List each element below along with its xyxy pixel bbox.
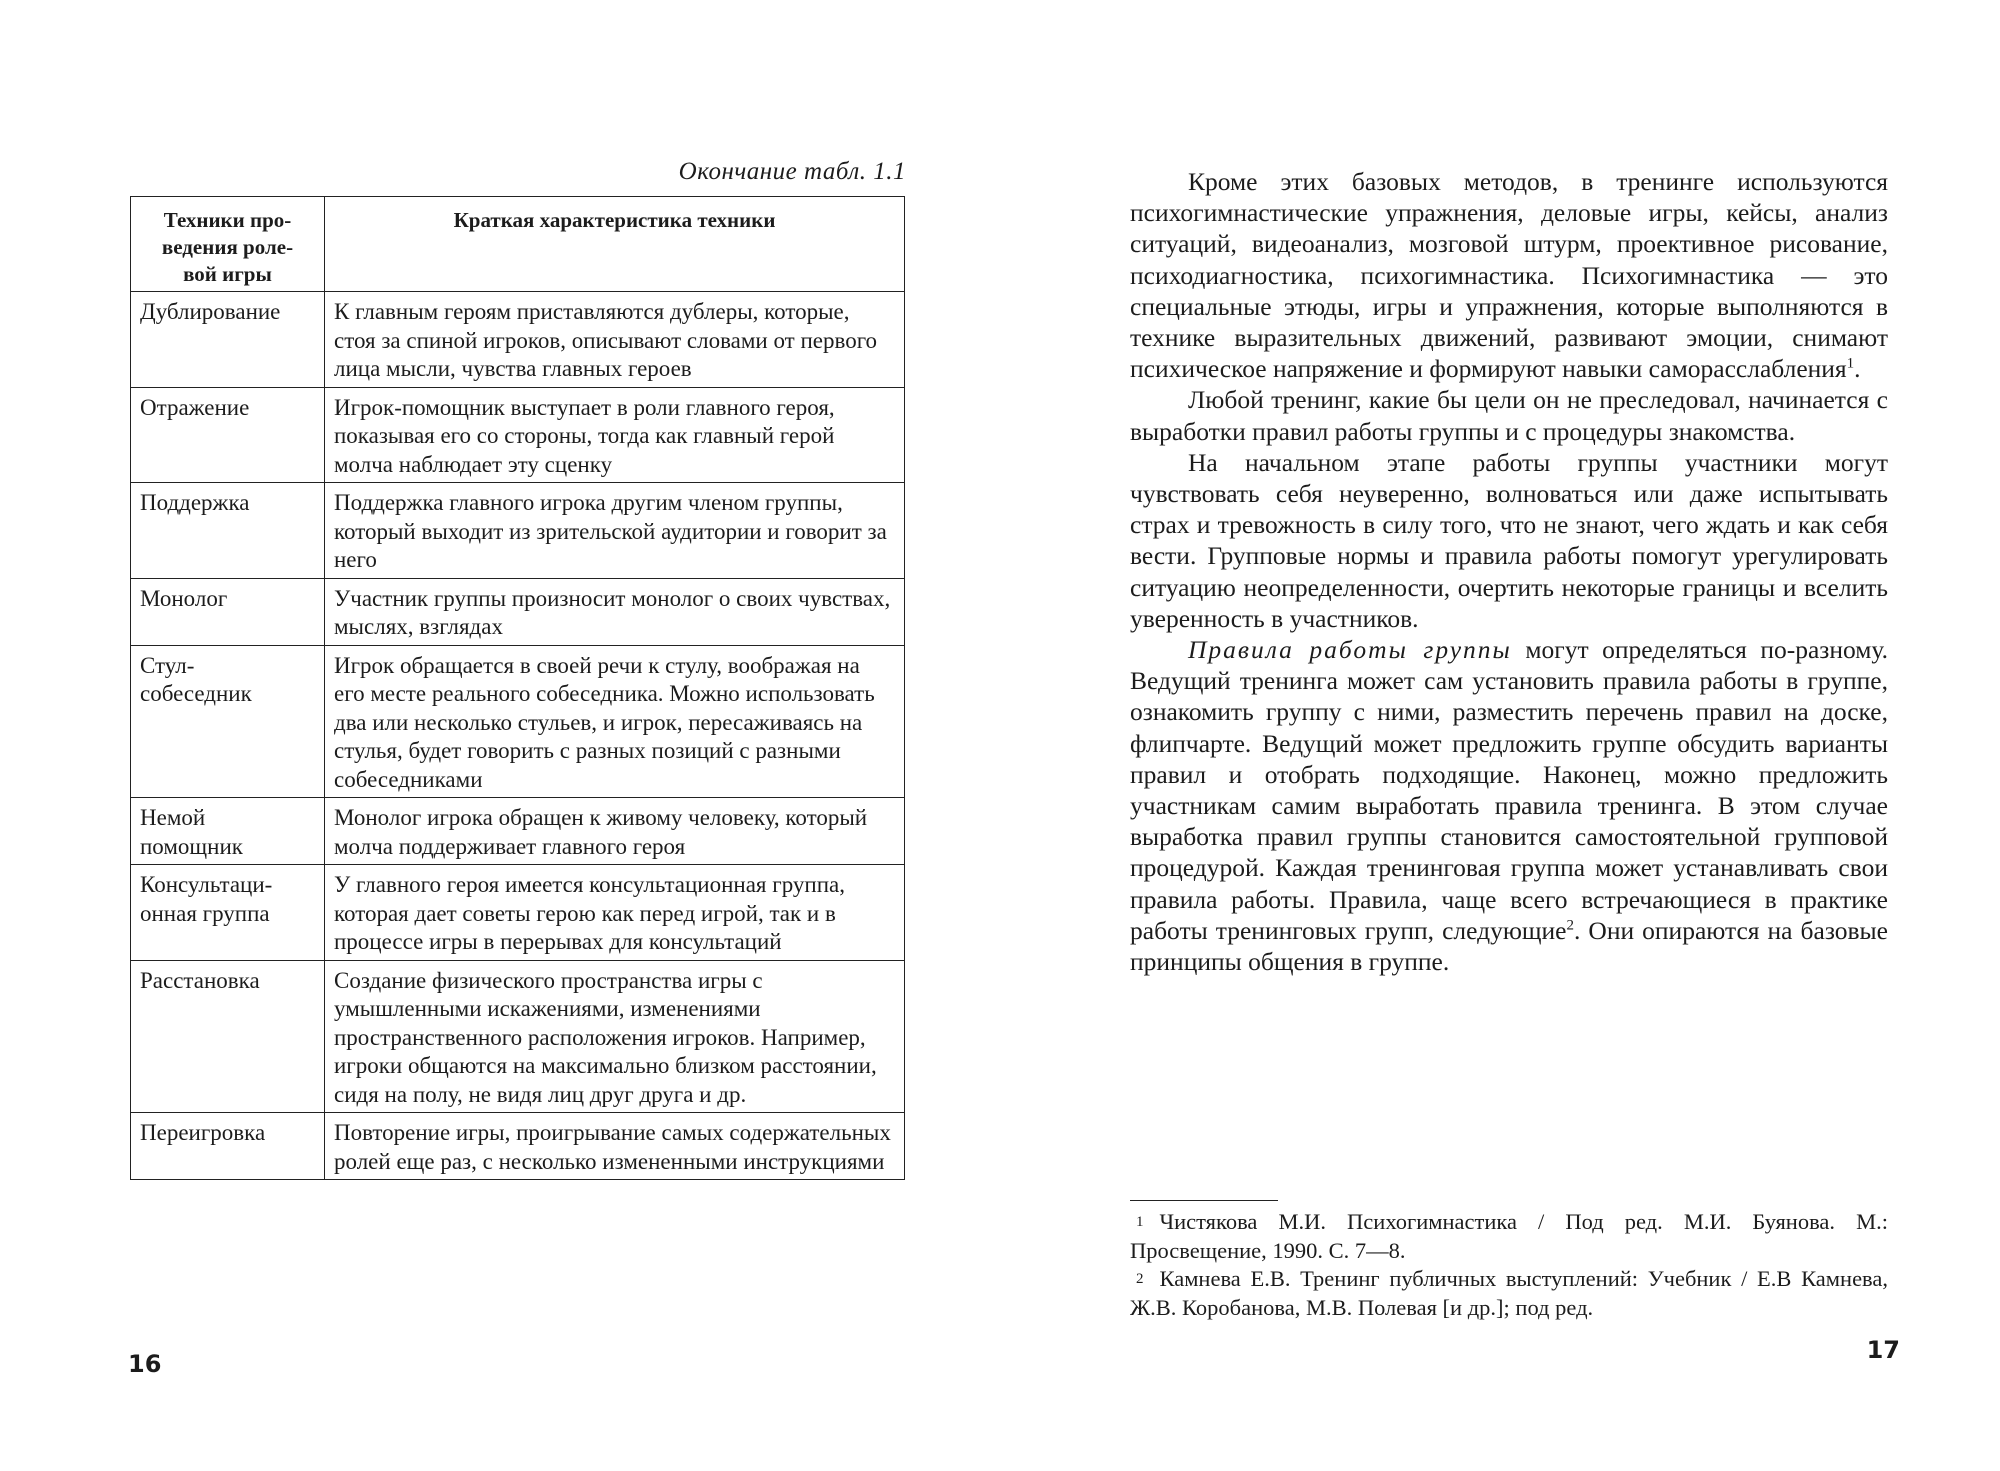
technique-name: Отражение bbox=[131, 387, 325, 483]
technique-description: Повторение игры, проигрывание самых содержательных ролей еще раз, с несколько измененными инструкциями bbox=[325, 1113, 905, 1180]
table-row bbox=[131, 387, 905, 483]
technique-description: Игрок обращается в своей речи к стулу, воображая на его месте реального собеседника. Можно использовать два или несколько стульев, и игрок, пересаживаясь на стулья, будет говорить с разных позиций с разными собеседниками bbox=[325, 645, 905, 798]
page-number-right: 17 bbox=[1866, 1336, 1900, 1364]
technique-description: Монолог игрока обращен к живому человеку, который молча поддерживает главного героя bbox=[325, 798, 905, 865]
paragraph-4-text-b: . Они опираются на базовые принципы общения в группе. bbox=[1130, 915, 1888, 977]
footnote-ref-1[interactable]: 1 bbox=[1846, 355, 1855, 372]
technique-name: Стул- собеседник bbox=[131, 645, 325, 798]
technique-description: К главным героям приставляются дублеры, которые, стоя за спиной игроков, описывают словами от первого лица мысли, чувства главных героев bbox=[325, 292, 905, 388]
paragraph-3: На начальном этапе работы группы участники могут чувствовать себя неуверенно, волноваться или даже испытывать страх и тревожность в силу того, что не знают, чего ждать и как себя вести. Групповые нормы и правила работы помогут урегулировать ситуацию неопределенности, очертить некоторые границы и вселить уверенность в участников. bbox=[1130, 447, 1888, 633]
table-caption: Окончание табл. 1.1 bbox=[678, 158, 906, 185]
table-header-row bbox=[131, 197, 905, 292]
footnote-2 bbox=[1130, 1265, 1888, 1322]
table-row bbox=[131, 483, 905, 579]
paragraph-1: Кроме этих базовых методов, в тренинге используются психогимнастические упражнения, деловые игры, кейсы, анализ ситуаций, видеоанализ, мозговой штурм, проективное рисование, психодиагностика, психогимнастика. Психогимнастика — это специальные этюды, игры и упражнения, которые выполняются в технике выразительных движений, развивают эмоции, снимают психическое напряжение и формируют навыки саморасслабления$^1$. bbox=[1130, 167, 1888, 384]
rules-term: Правила работы группы bbox=[1188, 635, 1512, 665]
table-row bbox=[131, 960, 905, 1113]
techniques-table bbox=[130, 196, 905, 1180]
page-number-left: 16 bbox=[128, 1350, 162, 1378]
technique-description: Поддержка главного игрока другим членом группы, который выходит из зрительской аудитории и говорит за него bbox=[325, 483, 905, 579]
footnote-1-mark: 1 bbox=[1136, 1214, 1144, 1230]
footnote-1-text: Чистякова М.И. Психогимнастика / Под ред. М.И. Буянова. М.: Просвещение, 1990. С. 7—8. bbox=[1130, 1209, 1888, 1263]
technique-name: Немой помощник bbox=[131, 798, 325, 865]
header-technique: Техники про- ведения роле- вой игры bbox=[131, 197, 325, 292]
footnotes bbox=[1130, 1208, 1888, 1322]
technique-name: Монолог bbox=[131, 578, 325, 645]
table-row bbox=[131, 865, 905, 961]
footnote-ref-2[interactable]: 2 bbox=[1566, 917, 1574, 934]
technique-name: Поддержка bbox=[131, 483, 325, 579]
paragraph-1-text: Кроме этих базовых методов, в тренинге используются психогимнастические упражнения, деловые игры, кейсы, анализ ситуаций, видеоанализ, мозговой штурм, проективное рисование, психодиагностика, психогимнастика. Психогимнастика — это специальные этюды, игры и упражнения, которые выполняются в технике выразительных движений, развивают эмоции, снимают психическое напряжение и формируют навыки саморасслабления bbox=[1130, 167, 1888, 384]
technique-description: Создание физического пространства игры с умышленными искажениями, изменениями пространственного расположения игроков. Например, игроки общаются на максимально близком расстоянии, сидя на полу, не видя лиц друг друга и др. bbox=[325, 960, 905, 1113]
footnote-1 bbox=[1130, 1208, 1888, 1265]
paragraph-4-text-a: могут определяться по-разному. Ведущий тренинга может сам установить правила работы в группе, ознакомить группу с ними, разместить перечень правил на доске, флипчарте. Ведущий может предложить группе обсудить варианты правил и отобрать подходящие. Наконец, можно предложить участникам самим выработать правила тренинга. В этом случае выработка правил группы становится самостоятельной групповой процедурой. Каждая тренинговая группа может устанавливать свои правила работы. Правила, чаще всего встречающиеся в практике работы тренинговых групп, следующие bbox=[1130, 635, 1888, 945]
table-row bbox=[131, 578, 905, 645]
technique-description: Участник группы произносит монолог о своих чувствах, мыслях, взглядах bbox=[325, 578, 905, 645]
technique-description: Игрок-помощник выступает в роли главного героя, показывая его со стороны, тогда как главный герой молча наблюдает эту сценку bbox=[325, 387, 905, 483]
technique-name: Переигровка bbox=[131, 1113, 325, 1180]
paragraph-2: Любой тренинг, какие бы цели он не преследовал, начинается с выработки правил работы группы и с процедуры знакомства. bbox=[1130, 385, 1888, 446]
paragraph-4 bbox=[1130, 634, 1888, 977]
right-page bbox=[1000, 0, 2000, 1471]
footnote-divider bbox=[1130, 1200, 1278, 1201]
technique-description: У главного героя имеется консультационная группа, которая дает советы герою как перед игрой, так и в процессе игры в перерывах для консультаций bbox=[325, 865, 905, 961]
footnote-2-text: Камнева Е.В. Тренинг публичных выступлений: Учебник / Е.В Камнева, Ж.В. Коробанова, М.В. Полевая [и др.]; под ред. bbox=[1130, 1266, 1888, 1320]
table-row bbox=[131, 1113, 905, 1180]
table-body bbox=[131, 292, 905, 1180]
technique-name: Дублирование bbox=[131, 292, 325, 388]
footnote-2-mark: 2 bbox=[1136, 1271, 1144, 1287]
table-row bbox=[131, 645, 905, 798]
table-row bbox=[131, 798, 905, 865]
header-description: Краткая характеристика техники bbox=[325, 197, 905, 292]
main-text bbox=[1130, 166, 1888, 977]
table-row bbox=[131, 292, 905, 388]
technique-name: Расстановка bbox=[131, 960, 325, 1113]
technique-name: Консультаци- онная группа bbox=[131, 865, 325, 961]
